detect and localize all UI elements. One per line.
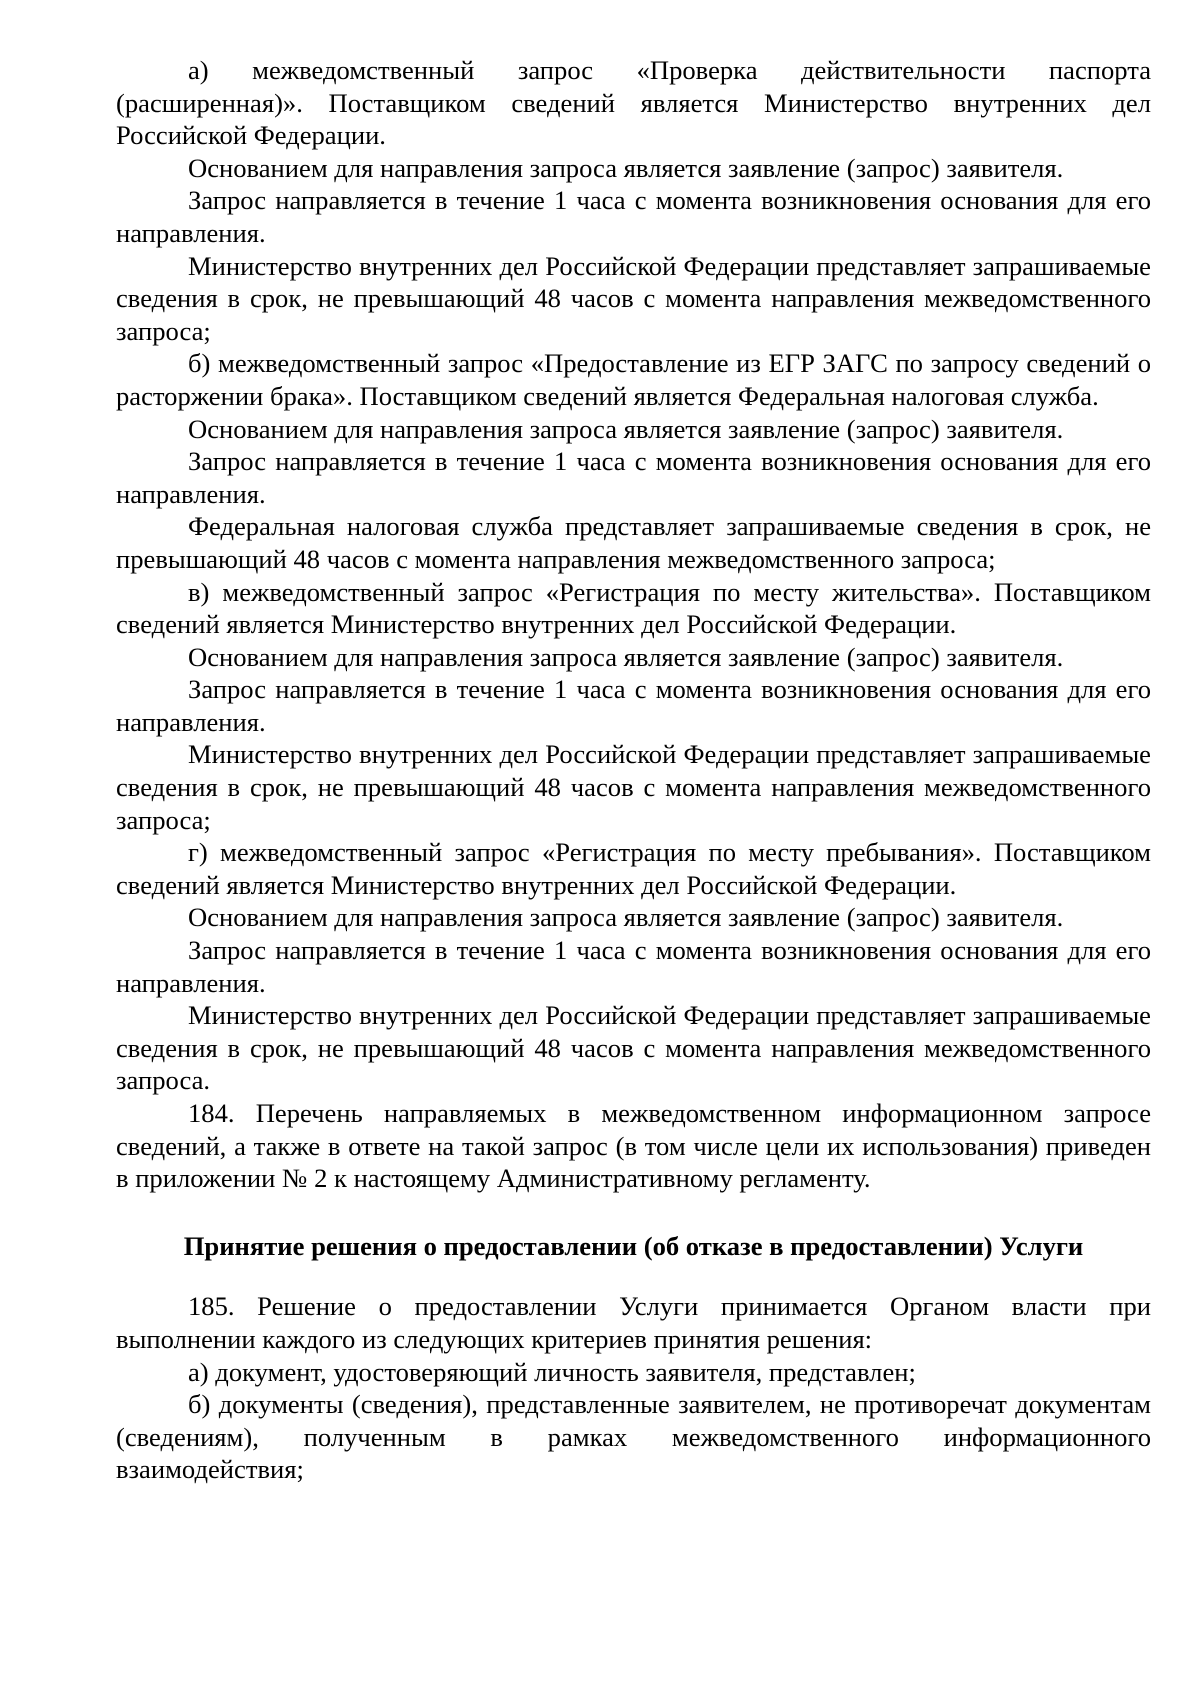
paragraph-timing: Запрос направляется в течение 1 часа с момента возникновения основания для его направления. bbox=[116, 674, 1151, 737]
paragraph-request-c: в) межведомственный запрос «Регистрация по месту жительства». Поставщиком сведений является Министерство внутренних дел Российской Федерации. bbox=[116, 576, 1151, 640]
paragraph-criterion-a: а) документ, удостоверяющий личность заявителя, представлен; bbox=[188, 1356, 916, 1387]
paragraph-basis: Основанием для направления запроса является заявление (запрос) заявителя. bbox=[188, 413, 1064, 444]
paragraph-basis: Основанием для направления запроса является заявление (запрос) заявителя. bbox=[188, 152, 1064, 183]
paragraph-basis: Основанием для направления запроса является заявление (запрос) заявителя. bbox=[188, 641, 1064, 672]
paragraph-provider-response: Министерство внутренних дел Российской Федерации представляет запрашиваемые сведения в срок, не превышающий 48 часов с момента направления межведомственного запроса. bbox=[116, 1000, 1151, 1096]
paragraph-request-a: а) межведомственный запрос «Проверка действительности паспорта (расширенная)». Поставщиком сведений является Министерство внутренних дел Российской Федерации. bbox=[116, 55, 1151, 151]
paragraph-basis: Основанием для направления запроса является заявление (запрос) заявителя. bbox=[188, 902, 1064, 933]
paragraph-request-b: б) межведомственный запрос «Предоставление из ЕГР ЗАГС по запросу сведений о расторжении брака». Поставщиком сведений является Федеральная налоговая служба. bbox=[116, 348, 1151, 411]
paragraph-timing: Запрос направляется в течение 1 часа с момента возникновения основания для его направления. bbox=[116, 185, 1151, 248]
paragraph-item-185: 185. Решение о предоставлении Услуги принимается Органом власти при выполнении каждого из следующих критериев принятия решения: bbox=[116, 1291, 1151, 1354]
paragraph-timing: Запрос направляется в течение 1 часа с момента возникновения основания для его направления. bbox=[116, 935, 1151, 998]
section-heading: Принятие решения о предоставлении (об отказе в предоставлении) Услуги bbox=[183, 1230, 1084, 1261]
paragraph-provider-response: Министерство внутренних дел Российской Федерации представляет запрашиваемые сведения в срок, не превышающий 48 часов с момента направления межведомственного запроса; bbox=[116, 739, 1151, 835]
document-page bbox=[116, 54, 1151, 1486]
paragraph-timing: Запрос направляется в течение 1 часа с момента возникновения основания для его направления. bbox=[116, 446, 1151, 509]
paragraph-criterion-b: б) документы (сведения), представленные заявителем, не противоречат документам (сведениям), полученным в рамках межведомственного информационного взаимодействия; bbox=[116, 1389, 1151, 1485]
paragraph-item-184: 184. Перечень направляемых в межведомственном информационном запросе сведений, а также в ответе на такой запрос (в том числе цели их использования) приведен в приложении № 2 к настоящему Административному регламенту. bbox=[116, 1098, 1151, 1194]
paragraph-request-d: г) межведомственный запрос «Регистрация по месту пребывания». Поставщиком сведений является Министерство внутренних дел Российской Федерации. bbox=[116, 837, 1151, 900]
paragraph-provider-response: Министерство внутренних дел Российской Федерации представляет запрашиваемые сведения в срок, не превышающий 48 часов с момента направления межведомственного запроса; bbox=[116, 250, 1151, 346]
paragraph-provider-response: Федеральная налоговая служба представляет запрашиваемые сведения в срок, не превышающий 48 часов с момента направления межведомственного запроса; bbox=[116, 511, 1151, 574]
